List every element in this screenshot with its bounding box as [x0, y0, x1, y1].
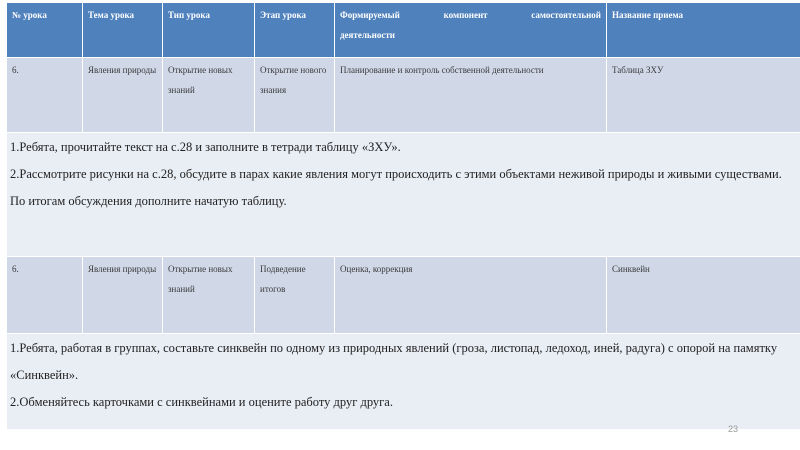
header-component-line1: Формируемый компонент самостоятельной	[340, 10, 601, 20]
page-number: 23	[727, 424, 738, 434]
row2-component: Оценка, коррекция	[335, 257, 607, 334]
table-row	[7, 58, 800, 133]
row1-type: Открытие новых знаний	[163, 58, 255, 133]
header-component-line2: деятельности	[340, 30, 395, 40]
table-row	[7, 257, 800, 334]
row1-component: Планирование и контроль собственной деятельности	[335, 58, 607, 133]
row1-topic: Явления природы	[83, 58, 163, 133]
header-technique: Название приема	[607, 3, 800, 58]
row2-stage: Подведение итогов	[255, 257, 335, 334]
table-header-row	[7, 3, 800, 58]
row2-number: 6.	[7, 257, 83, 334]
instructions-1	[7, 133, 800, 257]
instructions-2-line2: 2.Обменяйтесь карточками с синквейнами и оцените работу друг друга.	[10, 395, 393, 409]
row2-topic: Явления природы	[83, 257, 163, 334]
header-component	[335, 3, 607, 58]
lesson-table	[6, 2, 800, 430]
header-lesson-number: № урока	[7, 3, 83, 58]
header-lesson-topic: Тема урока	[83, 3, 163, 58]
row1-stage: Открытие нового знания	[255, 58, 335, 133]
instructions-row	[7, 133, 800, 257]
instructions-2	[7, 334, 800, 430]
header-lesson-stage: Этап урока	[255, 3, 335, 58]
header-lesson-type: Тип урока	[163, 3, 255, 58]
row2-type: Открытие новых знаний	[163, 257, 255, 334]
row1-technique: Таблица ЗХУ	[607, 58, 800, 133]
instructions-1-line1: 1.Ребята, прочитайте текст на с.28 и заполните в тетради таблицу «ЗХУ».	[10, 140, 401, 154]
row2-technique: Синквейн	[607, 257, 800, 334]
instructions-2-line1: 1.Ребята, работая в группах, составьте синквейн по одному из природных явлений (гроза, листопад, ледоход, иней, радуга) с опорой на памятку «Синквейн».	[10, 341, 778, 382]
instructions-1-line2: 2.Рассмотрите рисунки на с.28, обсудите в парах какие явления могут происходить с этими объектами неживой природы и живыми существами. По итогам обсуждения дополните начатую таблицу.	[10, 167, 782, 208]
instructions-row	[7, 334, 800, 430]
row1-number: 6.	[7, 58, 83, 133]
